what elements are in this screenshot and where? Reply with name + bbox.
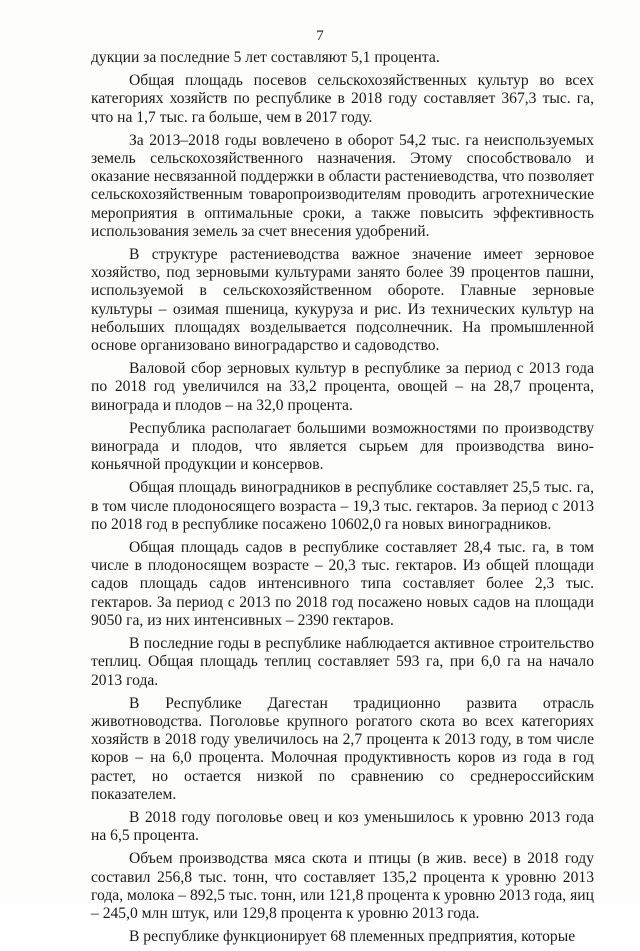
paragraph: В Республике Дагестан традиционно развита отрасль животноводства. Поголовье крупного рогатого скота во всех категориях хозяйств в 2018 году увеличилось на 2,7 процента к 2013 году, в том числе коров – на 6,0 процента. Молочная продуктивность коров из года в год растет, но остается низкой по сравнению со среднероссийским показателем. [91, 694, 594, 803]
paragraph: Общая площадь виноградников в республике составляет 25,5 тыс. га, в том числе плодоносящего возраста – 19,3 тыс. гектаров. За период с 2013 по 2018 год в республике посажено 10602,0 га новых виноградников. [91, 479, 594, 533]
page-number: 7 [316, 28, 324, 44]
paragraph: Республика располагает большими возможностями по производству винограда и плодов, что является сырьем для производства вино-коньячной продукции и консервов. [91, 419, 594, 474]
paragraph: Объем производства мяса скота и птицы (в жив. весе) в 2018 году составил 256,8 тыс. тонн, что составляет 135,2 процента к уровню 2013 года, молока – 892,5 тыс. тонн, или 121,8 процента к уровню 2013 года, яиц – 245,0 млн штук, или 129,8 процента к уровню 2013 года. [91, 850, 594, 922]
paragraph: В последние годы в республике наблюдается активное строительство теплиц. Общая площадь теплиц составляет 593 га, при 6,0 га на начало 2013 года. [91, 635, 594, 689]
document-body [91, 49, 594, 951]
paragraph: В республике функционирует 68 племенных предприятия, которые [129, 928, 576, 946]
paragraph: В 2018 году поголовье овец и коз уменьшилось к уровню 2013 года на 6,5 процента. [91, 808, 594, 845]
paragraph: Общая площадь садов в республике составляет 28,4 тыс. га, в том числе в плодоносящем возрасте – 20,3 тыс. гектаров. Из общей площади садов площадь садов интенсивного типа составляет более 2,3 тыс. гектаров. За период с 2013 по 2018 год посажено новых садов на площади 9050 га, из них интенсивных – 2390 гектаров. [91, 539, 594, 629]
paragraph: За 2013–2018 годы вовлечено в оборот 54,2 тыс. га неиспользуемых земель сельскохозяйственного назначения. Этому способствовало и оказание несвязанной поддержки в области растениеводства, что позволяет сельскохозяйственным товаропроизводителям проводить агротехнические мероприятия в оптимальные сроки, а также повысить эффективность использования земель за счет внесения удобрений. [91, 131, 594, 240]
paragraph: В структуре растениеводства важное значение имеет зерновое хозяйство, под зерновыми культурами занято более 39 процентов пашни, используемой в сельскохозяйственном обороте. Главные зерновые культуры – озимая пшеница, кукуруза и рис. Из технических культур на небольших площадях возделывается подсолнечник. На промышленной основе организовано виноградарство и садоводство. [91, 246, 594, 355]
paragraph: Общая площадь посевов сельскохозяйственных культур во всех категориях хозяйств по республике в 2018 году составляет 367,3 тыс. га, что на 1,7 тыс. га больше, чем в 2017 году. [91, 72, 594, 126]
paragraph: дукции за последние 5 лет составляют 5,1 процента. [91, 49, 440, 66]
paragraph: Валовой сбор зерновых культур в республике за период с 2013 года по 2018 год увеличился на 33,2 процента, овощей – на 28,7 процента, винограда и плодов – на 32,0 процента. [91, 360, 594, 414]
